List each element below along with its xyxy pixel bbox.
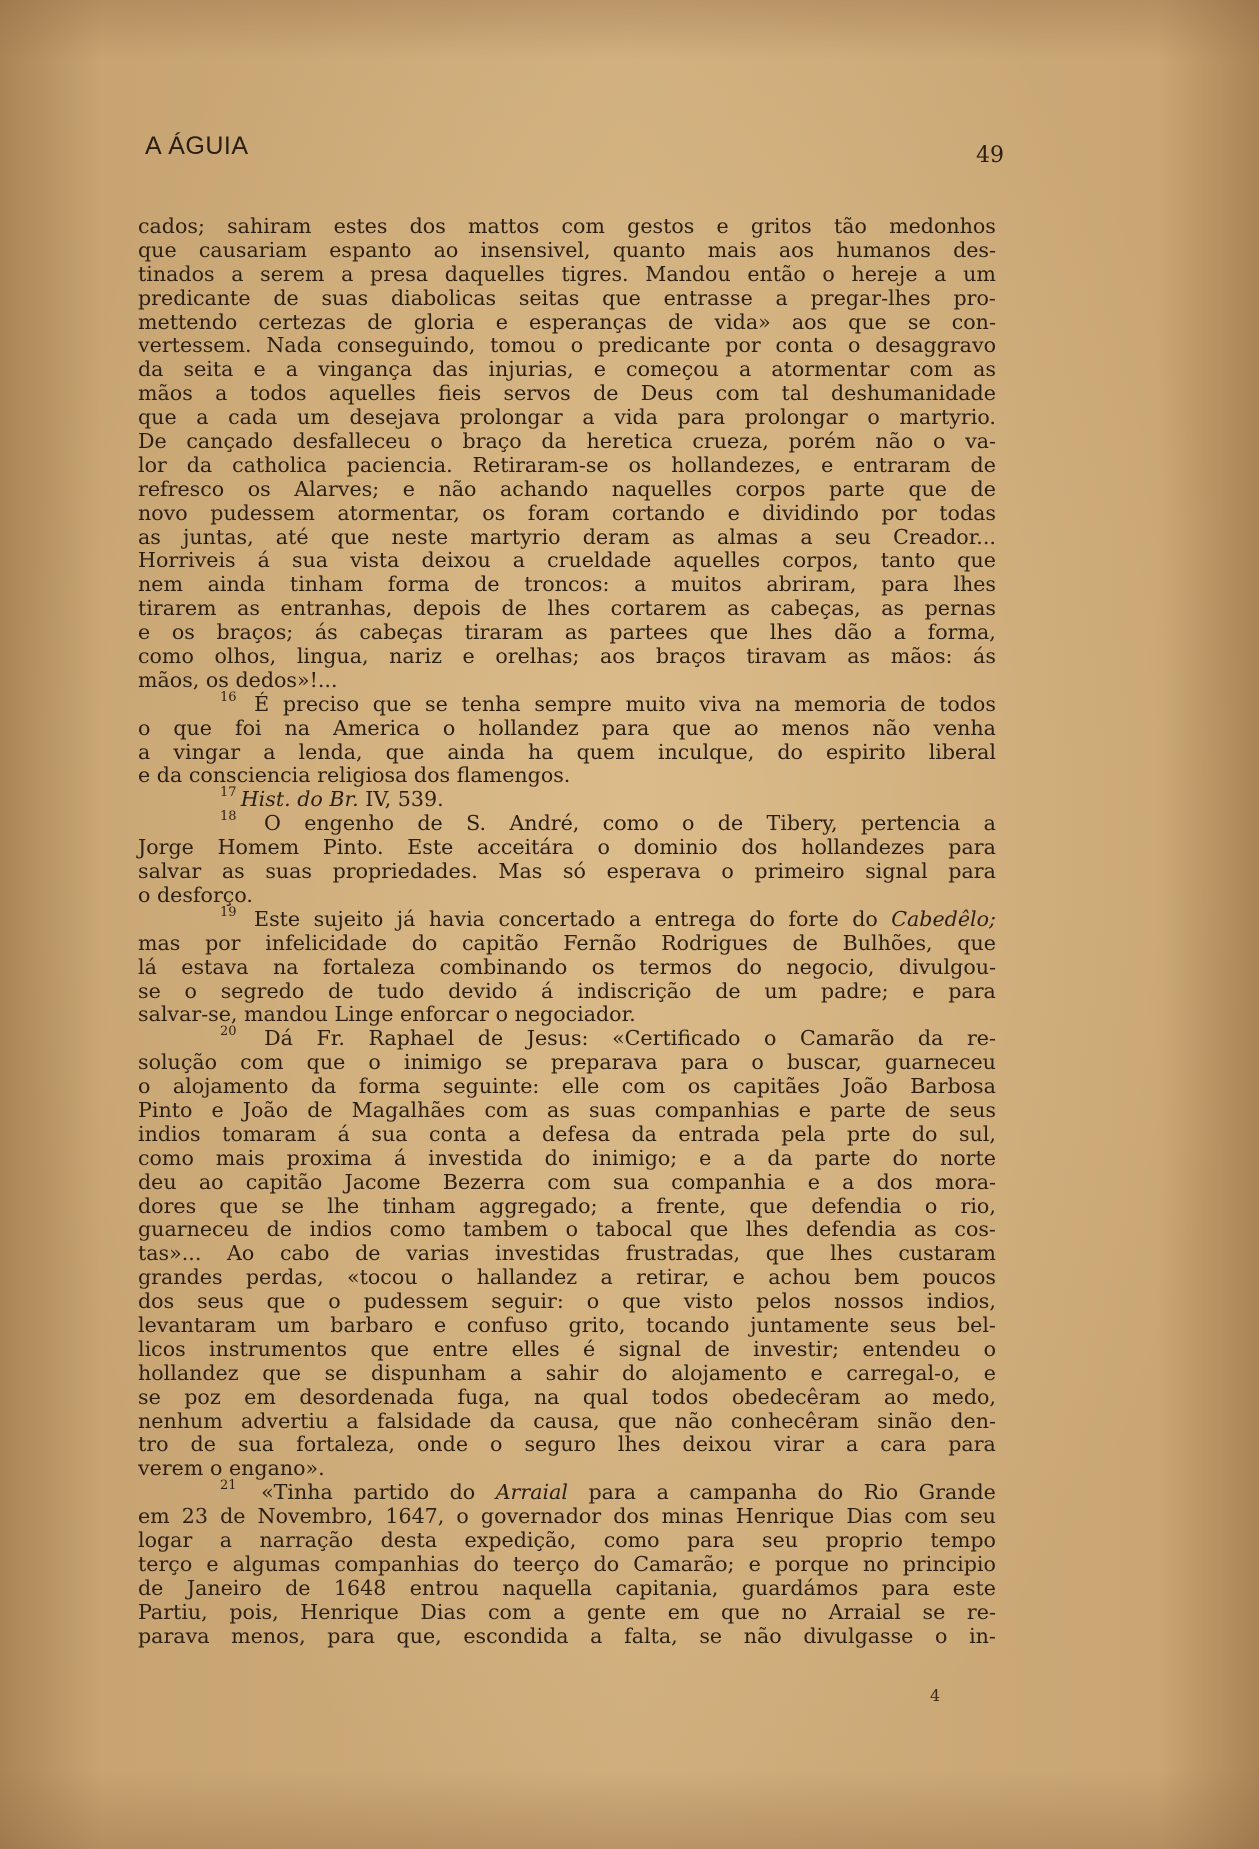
text-line: deu ao capitão Jacome Bezerra com sua companhia e a dos mora-	[138, 1169, 996, 1194]
text-line: 17 Hist. do Br. IV, 539.	[220, 785, 444, 812]
text-line: tirarem as entranhas, depois de lhes cortarem as cabeças, as pernas	[138, 596, 996, 621]
text-line: guarneceu de indios como tambem o tabocal que lhes defendia as cos-	[138, 1217, 996, 1242]
text-line: levantaram um barbaro e confuso grito, tocando juntamente seus bel-	[138, 1312, 996, 1337]
text-line: cados; sahiram estes dos mattos com gestos e gritos tão medonhos	[138, 214, 996, 238]
text-line: se poz em desordenada fuga, na qual todos obedecêram ao medo,	[138, 1384, 996, 1409]
page-shadow-bottom	[0, 1769, 1259, 1849]
text-line: dos seus que o pudessem seguir: o que visto pelos nossos indios,	[138, 1289, 996, 1314]
text-line: 19 Este sujeito já havia concertado a entrega do forte do Cabedêlo;	[220, 904, 996, 931]
text-line: logar a narração desta expedição, como para seu proprio tempo	[138, 1527, 996, 1552]
text-line: salvar as suas propriedades. Mas só esperava o primeiro signal para	[138, 859, 996, 884]
text-line: Horriveis á sua vista deixou a crueldade aquelles corpos, tanto que	[138, 548, 996, 573]
text-line: grandes perdas, «tocou o hallandez a retirar, e achou bem poucos	[138, 1265, 996, 1290]
text-line: mãos a todos aquelles fieis servos de Deus com tal deshumanidade	[138, 381, 996, 406]
text-line: e os braços; ás cabeças tiraram as partees que lhes dão a forma,	[138, 620, 996, 645]
text-line: mãos, os dedos»!...	[138, 667, 338, 692]
text-line: Pinto e João de Magalhães com as suas companhias e parte de seus	[138, 1097, 996, 1122]
text-line: as juntas, até que neste martyrio deram as almas a seu Creador...	[138, 524, 996, 549]
text-line: salvar-se, mandou Linge enforcar o negociador.	[138, 1002, 636, 1027]
page-number: 49	[976, 143, 1004, 168]
text-line: da seita e a vingança das injurias, e começou a atormentar com as	[138, 357, 996, 382]
text-line: em 23 de Novembro, 1647, o governador dos minas Henrique Dias com seu	[138, 1504, 996, 1529]
text-line: terço e algumas companhias do teerço do Camarão; e porque no principio	[138, 1551, 996, 1576]
text-line: refresco os Alarves; e não achando naquelles corpos parte que de	[138, 476, 996, 501]
text-line: verem o engano».	[138, 1456, 325, 1481]
text-line: predicante de suas diabolicas seitas que entrasse a pregar-lhes pro-	[138, 285, 996, 310]
text-line: e da consciencia religiosa dos flamengos.	[138, 763, 571, 788]
text-line: tro de sua fortaleza, onde o seguro lhes deixou virar a cara para	[138, 1432, 996, 1457]
body-text	[138, 215, 996, 1648]
text-line: novo pudessem atormentar, os foram cortando e dividindo por todas	[138, 500, 996, 525]
text-line: tas»... Ao cabo de varias investidas frustradas, que lhes custaram	[138, 1241, 996, 1266]
text-line: se o segredo de tudo devido á indiscrição de um padre; e para	[138, 978, 996, 1003]
text-line: o desforço.	[138, 882, 253, 907]
text-line: parava menos, para que, escondida a falta, se não divulgasse o in-	[138, 1623, 996, 1648]
text-line: 18 O engenho de S. André, como o de Tibery, pertencia a	[220, 809, 996, 836]
text-line: dores que se lhe tinham aggregado; a frente, que defendia o rio,	[138, 1193, 996, 1218]
text-line: Jorge Homem Pinto. Este acceitára o dominio dos hollandezes para	[138, 835, 996, 860]
text-line: vertessem. Nada conseguindo, tomou o predicante por conta o desaggravo	[138, 333, 996, 358]
text-line: lor da catholica paciencia. Retiraram-se os hollandezes, e entraram de	[138, 452, 996, 477]
text-line: como mais proxima á investida do inimigo; e a da parte do norte	[138, 1145, 996, 1170]
text-line: de Janeiro de 1648 entrou naquella capitania, guardámos para este	[138, 1575, 996, 1600]
text-line: nem ainda tinham forma de troncos: a muitos abriram, para lhes	[138, 572, 996, 597]
text-line: Partiu, pois, Henrique Dias com a gente em que no Arraial se re-	[138, 1599, 996, 1624]
text-line: lá estava na fortaleza combinando os termos do negocio, divulgou-	[138, 954, 996, 979]
page-shadow-top	[0, 0, 1259, 60]
text-line: o que foi na America o hollandez para que ao menos não venha	[138, 715, 996, 740]
text-line: a vingar a lenda, que ainda ha quem inculque, do espirito liberal	[138, 739, 996, 764]
text-line: mettendo certezas de gloria e esperanças de vida» aos que se con-	[138, 309, 996, 334]
text-line: 16 É preciso que se tenha sempre muito viva na memoria de todos	[220, 689, 996, 716]
text-line: licos instrumentos que entre elles é signal de investir; entendeu o	[138, 1336, 996, 1361]
text-line: tinados a serem a presa daquelles tigres. Mandou então o hereje a um	[138, 261, 996, 286]
text-line: que causariam espanto ao insensivel, quanto mais aos humanos des-	[138, 237, 996, 262]
text-line: como olhos, lingua, nariz e orelhas; aos braços tiravam as mãos: ás	[138, 644, 996, 669]
text-line: que a cada um desejava prolongar a vida para prolongar o martyrio.	[138, 405, 996, 430]
text-line: hollandez que se dispunham a sahir do alojamento e carregal-o, e	[138, 1360, 996, 1385]
text-line: mas por infelicidade do capitão Fernão Rodrigues de Bulhões, que	[138, 930, 996, 955]
running-head: A ÁGUIA	[145, 132, 249, 160]
text-line: solução com que o inimigo se preparava para o buscar, guarneceu	[138, 1050, 996, 1075]
signature-mark: 4	[930, 1686, 941, 1705]
text-line: De cançado desfalleceu o braço da heretica crueza, porém não o va-	[138, 429, 996, 454]
text-line: o alojamento da forma seguinte: elle com os capitães João Barbosa	[138, 1074, 996, 1099]
text-line: 20 Dá Fr. Raphael de Jesus: «Certificado o Camarão da re-	[220, 1024, 996, 1051]
text-line: indios tomaram á sua conta a defesa da entrada pela prte do sul,	[138, 1121, 996, 1146]
text-line: 21 «Tinha partido do Arraial para a campanha do Rio Grande	[220, 1478, 996, 1505]
text-line: nenhum advertiu a falsidade da causa, que não conhecêram sinão den-	[138, 1408, 996, 1433]
